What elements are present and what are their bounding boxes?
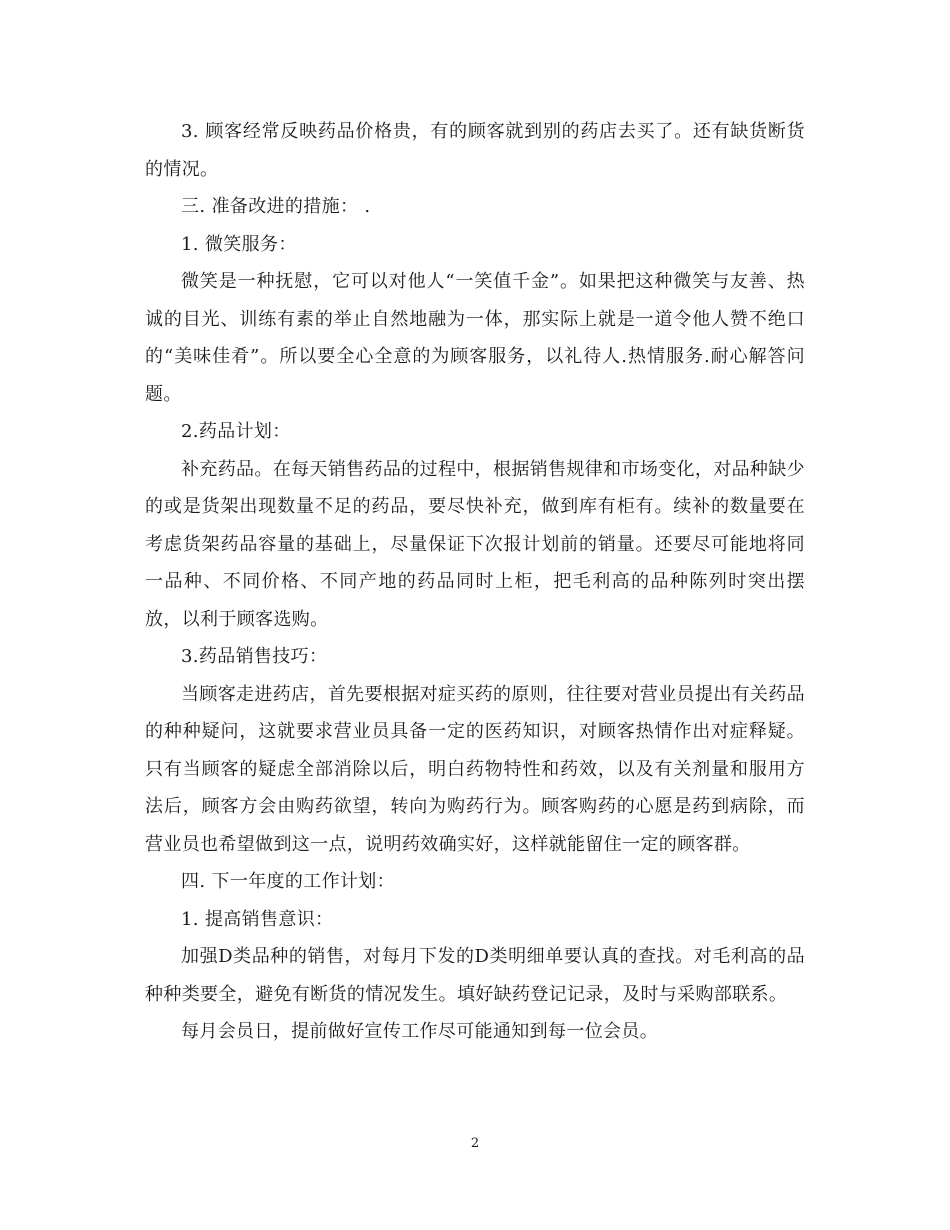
paragraph-drug-plan: 补充药品。在每天销售药品的过程中，根据销售规律和市场变化，对品种缺少的或是货架出现数量不足的药品，要尽快补充，做到库有柜有。续补的数量要在考虑货架药品容量的基础上，尽量保证下次报计划前的销量。还要尽可能地将同一品种、不同价格、不同产地的药品同时上柜，把毛利高的品种陈列时突出摆放，以利于顾客选购。 (145, 458, 805, 630)
subheading-smile-service: 1. 微笑服务： (181, 233, 297, 255)
paragraph-smile-service: 微笑是一种抚慰，它可以对他人“一笑值千金”。如果把这种微笑与友善、热诚的目光、训练有素的举止自然地融为一体，那实际上就是一道令他人赞不绝口的“美味佳肴”。所以要全心全意的为顾客服务，以礼待人.热情服务.耐心解答问题。 (145, 271, 805, 405)
heading-next-year-plan: 四. 下一年度的工作计划： (181, 871, 395, 892)
subheading-sales-awareness: 1. 提高销售意识： (181, 908, 334, 930)
paragraph-sales-awareness: 加强D类品种的销售，对每月下发的D类明细单要认真的查找。对毛利高的品种种类要全，避免有断货的情况发生。填好缺药登记记录，及时与采购部联系。 (145, 946, 805, 1005)
page-number: 2 (470, 1136, 480, 1151)
document-body (145, 113, 805, 1051)
subheading-sales-skills: 3.药品销售技巧： (181, 646, 328, 667)
paragraph-member-day: 每月会员日，提前做好宣传工作尽可能通知到每一位会员。 (181, 1021, 659, 1042)
subheading-drug-plan: 2.药品计划： (181, 421, 291, 442)
heading-improvement-measures: 三. 准备改进的措施： . (181, 196, 371, 217)
paragraph-shortage-complaints: 3. 顾客经常反映药品价格贵，有的顾客就到别的药店去买了。还有缺货断货的情况。 (145, 121, 805, 180)
paragraph-sales-skills: 当顾客走进药店，首先要根据对症买药的原则，往往要对营业员提出有关药品的种种疑问，这就要求营业员具备一定的医药知识，对顾客热情作出对症释疑。只有当顾客的疑虑全部消除以后，明白药物特性和药效，以及有关剂量和服用方法后，顾客方会由购药欲望，转向为购药行为。顾客购药的心愿是药到病除，而营业员也希望做到这一点，说明药效确实好，这样就能留住一定的顾客群。 (145, 683, 805, 855)
